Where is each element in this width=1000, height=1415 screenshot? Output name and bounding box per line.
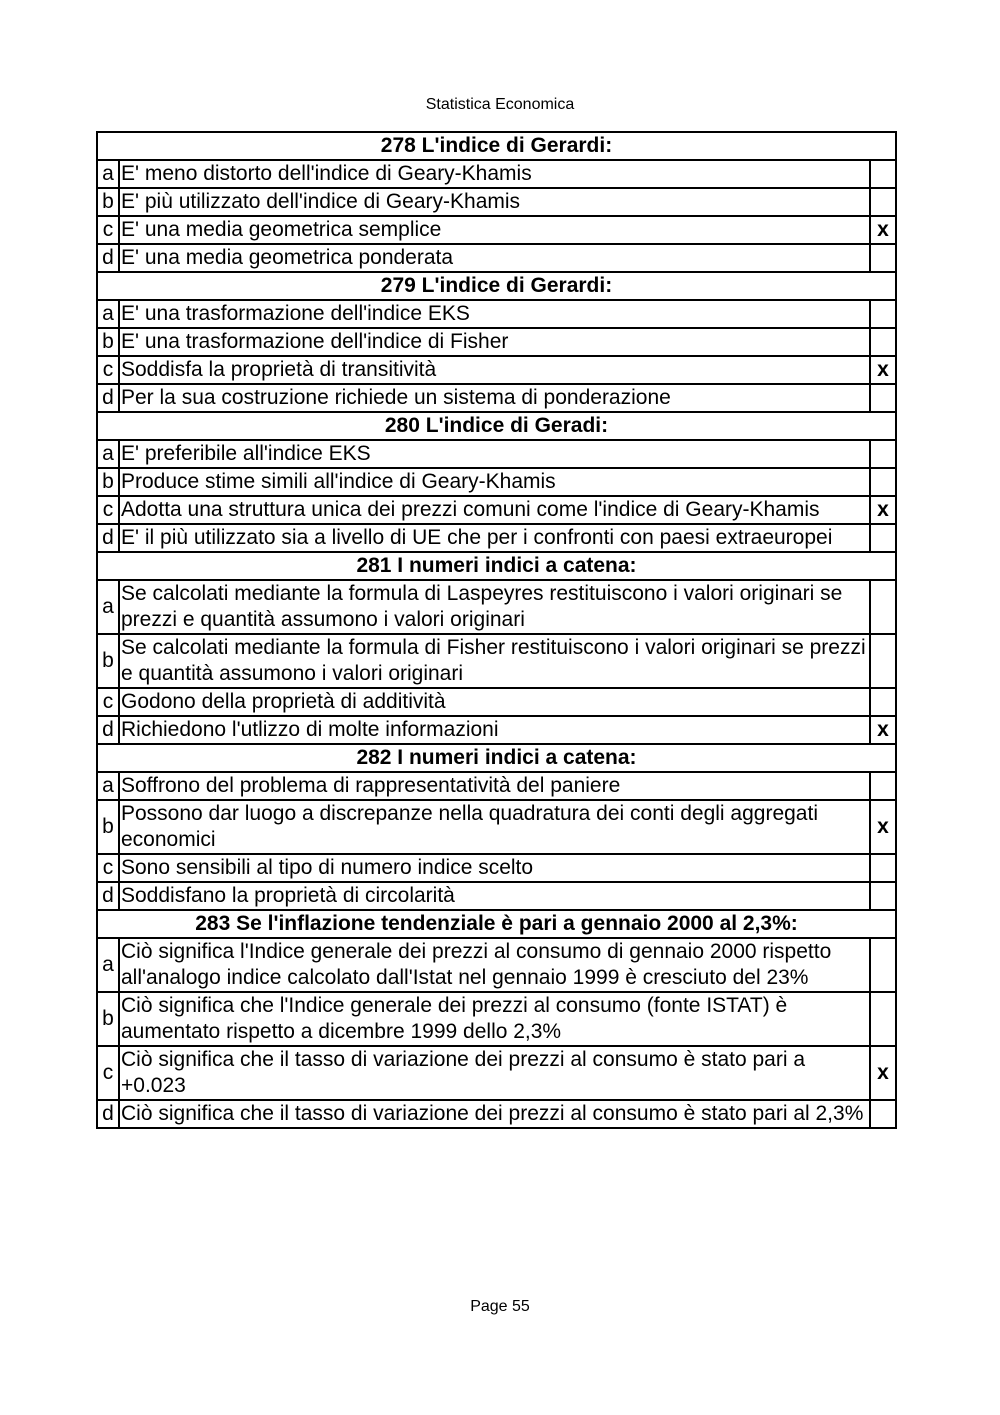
option-row [97,992,896,1046]
option-row [97,716,896,744]
answer-mark [870,688,896,716]
answer-mark [870,188,896,216]
option-text: Produce stime simili all'indice di Geary-Khamis [119,468,870,496]
answer-mark [870,300,896,328]
answer-mark: x [870,1046,896,1100]
option-letter: a [97,160,119,188]
option-letter: a [97,772,119,800]
option-letter: b [97,634,119,688]
option-letter: d [97,244,119,272]
option-row [97,800,896,854]
option-letter: a [97,938,119,992]
option-letter: c [97,688,119,716]
option-letter: d [97,882,119,910]
option-text: Per la sua costruzione richiede un sistema di ponderazione [119,384,870,412]
answer-mark: x [870,216,896,244]
option-letter: d [97,524,119,552]
option-letter: a [97,580,119,634]
question-title: 281 I numeri indici a catena: [97,552,896,580]
answer-mark [870,992,896,1046]
quiz-table [96,131,897,1129]
option-row [97,244,896,272]
option-text: Se calcolati mediante la formula di Laspeyres restituiscono i valori originari se prezzi e quantità assumono i valori originari [119,580,870,634]
option-text: Sono sensibili al tipo di numero indice scelto [119,854,870,882]
answer-mark [870,1100,896,1128]
option-text: Ciò significa che il tasso di variazione dei prezzi al consumo è stato pari a +0.023 [119,1046,870,1100]
option-text: E' una media geometrica ponderata [119,244,870,272]
option-row [97,580,896,634]
answer-mark [870,938,896,992]
question-title-row [97,412,896,440]
question-title-row [97,910,896,938]
answer-mark [870,328,896,356]
option-row [97,854,896,882]
option-text: Godono della proprietà di additività [119,688,870,716]
option-row [97,328,896,356]
option-letter: c [97,496,119,524]
option-text: Soddisfa la proprietà di transitività [119,356,870,384]
option-text: Ciò significa che il tasso di variazione dei prezzi al consumo è stato pari al 2,3% [119,1100,870,1128]
option-letter: b [97,992,119,1046]
option-text: Possono dar luogo a discrepanze nella quadratura dei conti degli aggregati economici [119,800,870,854]
option-letter: c [97,854,119,882]
option-row [97,1100,896,1128]
option-text: E' una trasformazione dell'indice EKS [119,300,870,328]
answer-mark [870,384,896,412]
option-text: Soddisfano la proprietà di circolarità [119,882,870,910]
option-row [97,384,896,412]
option-text: Ciò significa l'Indice generale dei prezzi al consumo di gennaio 2000 rispetto all'analogo indice calcolato dall'Istat nel gennaio 1999 è cresciuto del 23% [119,938,870,992]
answer-mark [870,854,896,882]
option-text: E' una trasformazione dell'indice di Fisher [119,328,870,356]
option-row [97,938,896,992]
question-title: 283 Se l'inflazione tendenziale è pari a gennaio 2000 al 2,3%: [97,910,896,938]
question-title-row [97,744,896,772]
option-row [97,496,896,524]
answer-mark [870,882,896,910]
option-letter: c [97,1046,119,1100]
question-title: 280 L'indice di Geradi: [97,412,896,440]
answer-mark [870,440,896,468]
answer-mark [870,244,896,272]
option-letter: b [97,468,119,496]
answer-mark [870,634,896,688]
option-row [97,772,896,800]
option-text: E' più utilizzato dell'indice di Geary-Khamis [119,188,870,216]
option-text: E' meno distorto dell'indice di Geary-Khamis [119,160,870,188]
option-row [97,300,896,328]
option-letter: b [97,188,119,216]
option-row [97,468,896,496]
answer-mark [870,160,896,188]
option-text: E' il più utilizzato sia a livello di UE che per i confronti con paesi extraeuropei [119,524,870,552]
option-letter: c [97,216,119,244]
option-letter: d [97,716,119,744]
option-letter: b [97,328,119,356]
option-text: Ciò significa che l'Indice generale dei prezzi al consumo (fonte ISTAT) è aumentato rispetto a dicembre 1999 dello 2,3% [119,992,870,1046]
option-text: E' preferibile all'indice EKS [119,440,870,468]
option-row [97,1046,896,1100]
option-text: Soffrono del problema di rappresentatività del paniere [119,772,870,800]
option-text: Se calcolati mediante la formula di Fisher restituiscono i valori originari se prezzi e quantità assumono i valori originari [119,634,870,688]
option-row [97,160,896,188]
option-text: E' una media geometrica semplice [119,216,870,244]
answer-mark [870,468,896,496]
answer-mark [870,524,896,552]
option-row [97,634,896,688]
option-letter: a [97,300,119,328]
answer-mark [870,580,896,634]
option-letter: d [97,1100,119,1128]
option-row [97,188,896,216]
option-row [97,882,896,910]
question-title: 278 L'indice di Gerardi: [97,132,896,160]
question-title-row [97,132,896,160]
option-text: Adotta una struttura unica dei prezzi comuni come l'indice di Geary-Khamis [119,496,870,524]
answer-mark: x [870,800,896,854]
option-letter: d [97,384,119,412]
option-text: Richiedono l'utlizzo di molte informazioni [119,716,870,744]
option-row [97,524,896,552]
question-title: 279 L'indice di Gerardi: [97,272,896,300]
option-row [97,356,896,384]
answer-mark: x [870,716,896,744]
option-row [97,216,896,244]
option-letter: a [97,440,119,468]
option-letter: c [97,356,119,384]
answer-mark [870,772,896,800]
question-title-row [97,552,896,580]
question-title-row [97,272,896,300]
option-row [97,440,896,468]
page-header: Statistica Economica [425,96,575,113]
question-title: 282 I numeri indici a catena: [97,744,896,772]
answer-mark: x [870,496,896,524]
answer-mark: x [870,356,896,384]
option-row [97,688,896,716]
option-letter: b [97,800,119,854]
page-number: Page 55 [470,1298,530,1315]
